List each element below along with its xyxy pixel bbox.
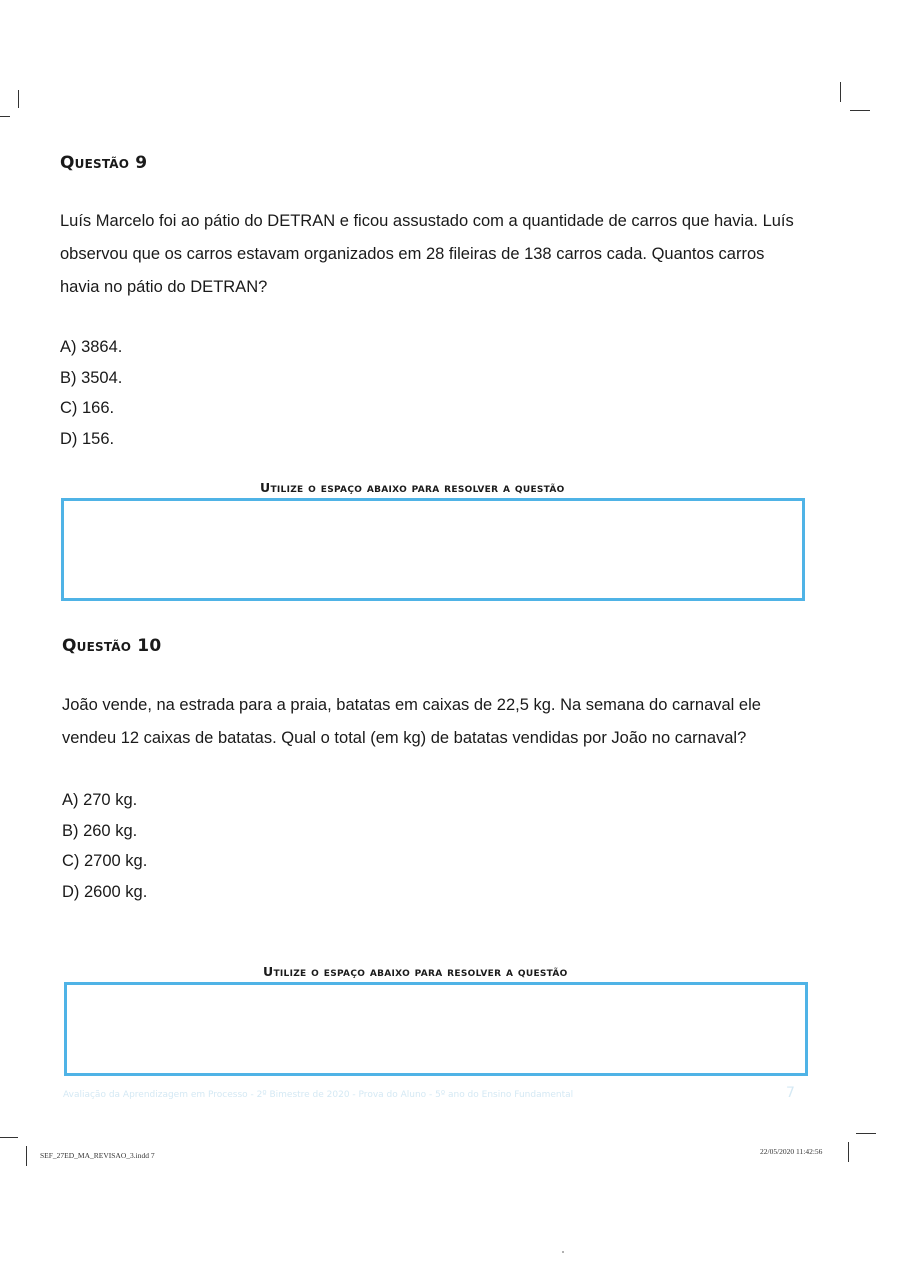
- option-c: C) 2700 kg.: [62, 852, 148, 870]
- crop-mark: [848, 1142, 849, 1162]
- crop-mark: [850, 110, 870, 111]
- crop-mark: [18, 90, 19, 108]
- question-9-text: Luís Marcelo foi ao pátio do DETRAN e ficou assustado com a quantidade de carros que havia. Luís observou que os carros estavam organizados em 28 fileiras de 138 carros cada. Quantos carros havia no pátio do DETRAN?: [60, 212, 794, 296]
- crop-mark: [0, 1137, 18, 1138]
- page-number: 7: [786, 1085, 795, 1101]
- option-c: C) 166.: [60, 399, 115, 417]
- question-10-title: Questão 10: [62, 636, 162, 656]
- option-a: A) 3864.: [60, 338, 123, 356]
- question-9-title: Questão 9: [60, 153, 148, 173]
- option-d: D) 2600 kg.: [62, 882, 148, 901]
- question-9-options: [60, 332, 122, 454]
- answer-box[interactable]: [64, 982, 808, 1076]
- option-d: D) 156.: [60, 429, 115, 448]
- answer-space-label: Utilize o espaço abaixo para resolver a questão: [263, 964, 568, 979]
- answer-space-label: Utilize o espaço abaixo para resolver a questão: [260, 480, 565, 495]
- question-10-options: [62, 785, 147, 907]
- crop-mark: [840, 82, 841, 102]
- scan-speck: [562, 1251, 564, 1253]
- answer-box[interactable]: [61, 498, 805, 601]
- print-timestamp: 22/05/2020 11:42:56: [760, 1147, 823, 1156]
- option-b: B) 3504.: [60, 368, 123, 387]
- question-10-text: João vende, na estrada para a praia, batatas em caixas de 22,5 kg. Na semana do carnaval ele vendeu 12 caixas de batatas. Qual o total (em kg) de batatas vendidas por João no carnaval?: [62, 696, 761, 747]
- option-a: A) 270 kg.: [62, 791, 138, 809]
- crop-mark: [856, 1133, 876, 1134]
- footer-text: Avaliação da Aprendizagem em Processo - 2º Bimestre de 2020 - Prova do Aluno - 5º ano do Ensino Fundamental: [63, 1090, 574, 1100]
- crop-mark: [26, 1146, 27, 1166]
- option-b: B) 260 kg.: [62, 821, 138, 840]
- file-slug: SEF_27ED_MA_REVISAO_3.indd 7: [40, 1151, 155, 1160]
- crop-mark: [0, 116, 10, 117]
